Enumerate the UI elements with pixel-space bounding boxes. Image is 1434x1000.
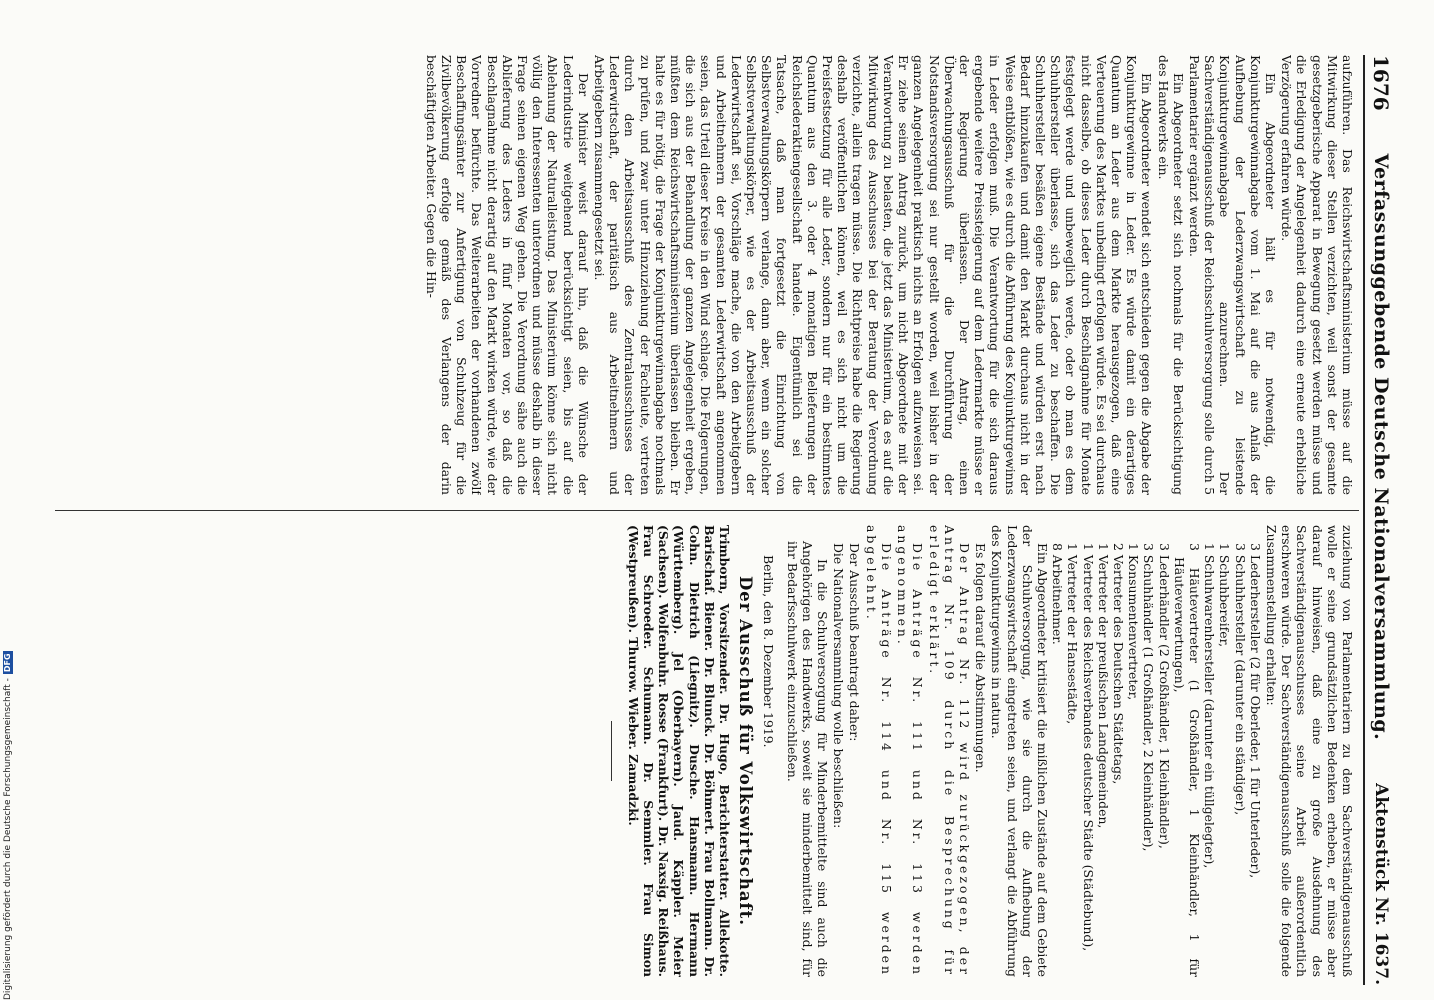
paragraph: Der Minister weist darauf hin, daß die Wünsche der Lederindustrie weitgehend berücksichtigt seien, bis auf die Ablehnung der Naturalleistung. Das Ministerium könne sich nicht völlig den Interessenten unterordnen und müsse deshalb in dieser Frage seinen eigenen Weg gehen. Die Verordnung sähe auch die Ablieferung des Leders in fünf Monaten vor, so daß die Beschlagnahme nicht derartig auf den Markt wirken würde, wie der Vorredner befürchte. Das Weiterarbeiten der vorhandenen zwölf Beschaffungsämter zur Anfertigung von Schuhzeug für die Zivilbevölkerung erfolge gemäß des Verlangens der darin beschäftigten Arbeiter. Gegen die Hin-: [423, 55, 591, 495]
right-column: [45, 525, 1355, 977]
paragraph: Die Nationalversammlung wolle beschließen:: [831, 543, 847, 829]
credit-text: Digitalisierung gefördert durch die Deutsche Forschungsgemeinschaft -: [3, 678, 13, 1000]
list-item: 8 Arbeitnehmer.: [1050, 543, 1066, 645]
left-column: [45, 55, 1355, 495]
list-item: 1 Vertreter der preußischen Landgemeinden,: [1095, 543, 1111, 829]
committee-composition-list: [1050, 525, 1263, 977]
list-item: 1 Schuhwarenhersteller (darunter ein tüllgelegter),: [1202, 543, 1218, 869]
signatories: Trimborn, Vorsitzender. Dr. Hugo, Berichterstatter. Allekotte. Barischaf. Biener. Dr. Blunck. Dr. Böhmert. Frau Bollmann. Dr. Cohn. Dietrich (Liegnitz). Dusche. Hansmann. Hermann (Württemberg). Jel (Oberbayern). Jaud. Käppler. Meier (Sachsen). Wolfenbuhr. Rosse (Frankfurt). Dr. Naxsig. Reißhaus. Frau Schroeder. Schumann. Dr. Semmler. Frau Simon (Westpreußen). Thurow. Wieber. Zamadzki.: [625, 525, 733, 977]
paragraph: Der Ausschuß beantragt daher:: [847, 543, 863, 742]
list-item: 1 Schuhbereifer,: [1217, 543, 1233, 648]
list-item: 3 Lederhersteller (2 für Oberleder, 1 für Unterleder),: [1247, 543, 1263, 879]
list-item: 3 Schuhhersteller (darunter ein ständiger),: [1232, 543, 1248, 816]
list-item: 3 Schuhhändler (1 Großhändler, 2 Kleinhändler),: [1141, 543, 1157, 852]
paragraph: Ein Abgeordneter setzt sich nochmals für die Berücksichtigung des Handwerks ein.: [1155, 55, 1186, 495]
dfg-logo: DFG: [3, 653, 12, 673]
paragraph: Ein Abgeordneter hält es für notwendig, die Konjunkturgewinnabgabe vom 1. Mai auf die aus Anlaß der Aufhebung der Lederzwangswirtschaft zu leistende Konjunkturgewinnabgabe anzurechnen. Der Sachverständigenausschuß der Reichsschuhversorgung solle durch 5 Parlamentarier ergänzt werden.: [1186, 55, 1278, 495]
committee-heading: Der Ausschuß für Volkswirtschaft.: [736, 575, 756, 927]
page-header: [1363, 55, 1395, 985]
rotated-page: [45, 45, 1395, 995]
column-divider: [55, 510, 1359, 511]
paragraph: Der Antrag Nr. 112 wird zurückgezogen, der Antrag Nr. 109 durch die Besprechung für erledigt erklärt.: [926, 525, 972, 977]
list-item: 1 Konsumentenvertreter,: [1126, 543, 1142, 701]
list-item: 1 Vertreter des Reichsverbandes deutscher Städte (Städtebund),: [1080, 543, 1096, 952]
dateline: Berlin, den 8. Dezember 1919.: [761, 555, 777, 748]
paragraph: Die Anträge Nr. 111 und Nr. 113 werden angenommen.: [895, 525, 926, 977]
end-rule: [611, 721, 612, 781]
paragraph: Ein Abgeordneter kritisiert die mißlichen Zustände auf dem Gebiete der Schuhversorgung, wie sie durch die Aufhebung der Lederzwangswirtschaft eingetreten seien, und verlangt die Abführung des Konjunkturgewinns in natura.: [989, 525, 1050, 977]
paragraph: Die Anträge Nr. 114 und Nr. 115 werden abgelehnt.: [863, 525, 894, 977]
list-item: 2 Vertreter des Deutschen Städtetags,: [1110, 543, 1126, 785]
paragraph: Ein Abgeordneter wendet sich entschieden gegen die Abgabe der Konjunkturgewinne in Leder. Es würde damit ein derartiges Quantum an Leder aus dem Markte herausgezogen, daß eine Verteuerung des Marktes unbedingt erfolgen würde. Es sei durchaus nicht dasselbe, ob dieses Leder durch Beschlagnahme für Monate festgelegt werde und unbeweglich werde, oder ob man es dem Schuhhersteller überlasse, sich das Leder zu beschaffen. Die Schuhhersteller besäßen eigene Bestände und würden erst nach Bedarf hinzukaufen und damit den Markt durchaus nicht in der Weise entblößen, wie es durch die Abführung des Konjunkturgewinns in Leder erfolgen muß. Die Verantwortung für die sich daraus ergebende weitere Preissteigerung auf dem Ledermarkte müsse er der Regierung überlassen. Der Antrag, einen Überwachungsausschuß für die Durchführung der Notstandsversorgung sei nur gestellt worden, weil bisher in der ganzen Angelegenheit praktisch nichts an Erfolgen aufzuweisen sei. Er ziehe seinen Antrag zurück, um nicht Abgeordnete mit der Verantwortung zu belasten, die jetzt das Ministerium, da es auf die Mitwirkung des Ausschusses bei der Beratung der Verordnung verzichte, allein tragen müsse. Die Richtpreise habe die Regierung deshalb veröffentlichen können, weil es sich nicht um die Preisfestsetzung für alle Leder, sondern nur für ein bestimmtes Quantum aus den 3. oder 4 monatigen Belieferungen der Reichslederaktiengesellschaft handele. Eigentümlich sei die Tatsache, daß man fortgesetzt die Einrichtung von Selbstverwaltungskörpern verlange, dann aber, wenn ein solcher Selbstverwaltungskörper, wie es der Arbeitsausschuß der Lederwirtschaft sei, Vorschläge mache, die von den Arbeitgebern und Arbeitnehmern der gesamten Lederwirtschaft angenommen seien, das Urteil dieser Kreise in den Wind schlage. Die Folgerungen, die sich aus der Behandlung der ganzen Angelegenheit ergeben, müßten dem Reichswirtschaftsministerium überlassen bleiben. Er halte es für nötig, die Frage der Konjunkturgewinnabgabe nochmals zu prüfen, und zwar unter Hinzuziehung der Fachleute, vertreten durch den Arbeitsausschuß des Zentralausschusses der Lederwirtschaft, der paritätisch aus Arbeitnehmern und Arbeitgebern zusammengesetzt sei.: [592, 55, 1155, 495]
page-title: Verfassunggebende Deutsche Nationalversammlung.: [1369, 153, 1392, 741]
page-number: 1676: [1368, 55, 1393, 111]
list-item: 3 Lederhändler (2 Großhändler, 1 Kleinhändler),: [1156, 543, 1172, 849]
list-item: 3 Häutevertreter (1 Großhändler, 1 Kleinhändler, 1 für Häuteverwertungen),: [1171, 543, 1202, 977]
digitization-credit: [1, 0, 15, 1000]
paragraph: Es folgen darauf die Abstimmungen.: [973, 543, 989, 773]
resolution-text: In die Schuhversorgung für Minderbemittelte sind auch die Angehörigen des Handwerks, soweit sie minderbemittelt sind, für ihr Bedarfsschuhwerk einzuschließen.: [784, 541, 831, 977]
paragraph: aufzuführen. Das Reichswirtschaftsministerium müsse auf die Mitwirkung dieser Stellen verzichten, weil sonst der gesamte gesetzgeberische Apparat in Bewegung gesetzt werden müsse und die Erledigung der Angelegenheit dadurch eine erneute erhebliche Verzögerung erfahren würde.: [1279, 55, 1355, 495]
document-number: Aktenstück Nr. 1637.: [1370, 783, 1391, 985]
paragraph: zuziehung von Parlamentariern zu dem Sachverständigenausschuß wolle er seine grundsätzlichen Bedenken erheben, er müsse aber darauf hinweisen, daß eine zu große Ausdehnung des Sachverständigenausschusses seine Arbeit außerordentlich erschweren würde. Der Sachverständigenausschuß solle die folgende Zusammenstellung erhalten:: [1263, 525, 1355, 977]
list-item: 1 Vertreter der Hansestädte,: [1065, 543, 1081, 725]
